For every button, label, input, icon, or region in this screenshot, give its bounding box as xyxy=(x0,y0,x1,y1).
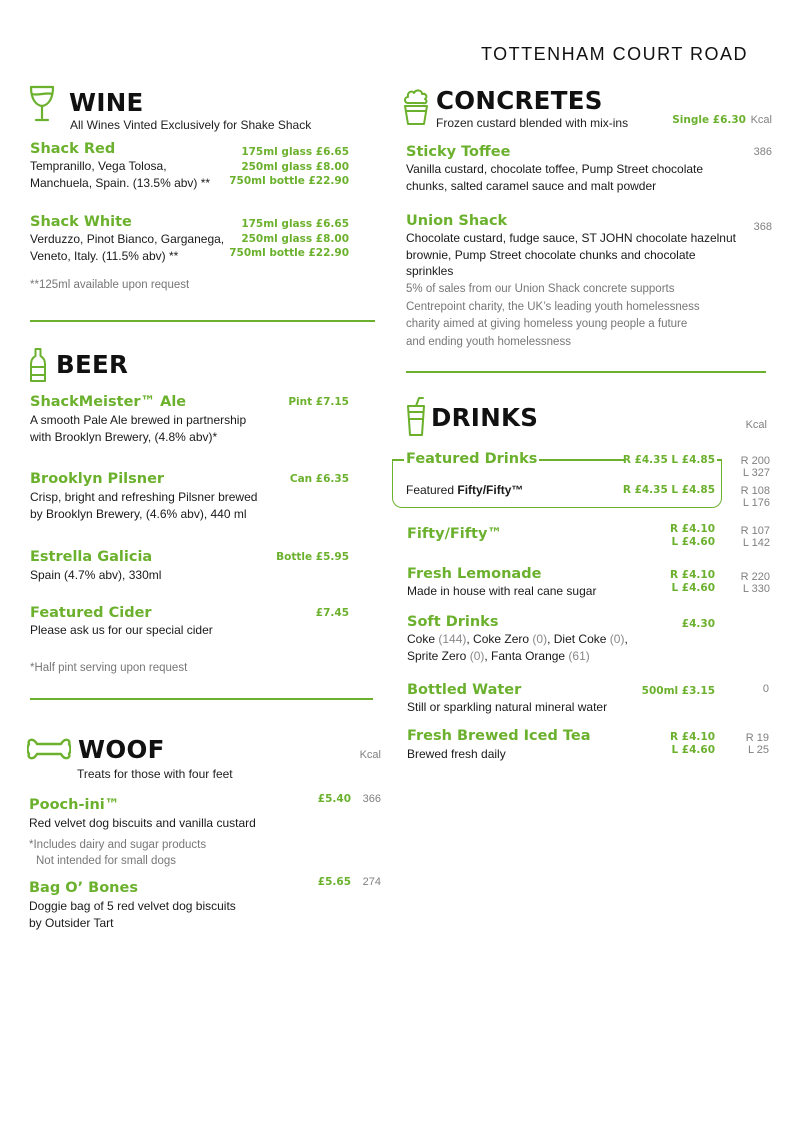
wine-title: WINE xyxy=(69,88,144,117)
soft-drinks-list: Coke (144), Coke Zero (0), Diet Coke (0), Sprite Zero (0), Fanta Orange (61) xyxy=(407,632,628,663)
beer-item-name: Featured Cider xyxy=(30,605,152,621)
beer-item-name: Brooklyn Pilsner xyxy=(30,471,165,487)
beer-note: *Half pint serving upon request xyxy=(30,662,188,674)
featured-fifty-fifty-price: R £4.35 L £4.85 xyxy=(622,484,715,496)
beer-item-name: ShackMeister™ Ale xyxy=(30,394,187,410)
drink-item-desc: Brewed fresh daily xyxy=(407,747,506,761)
drink-item-prices: R £4.10 L £4.60 xyxy=(670,569,715,594)
woof-item-kcal: 274 xyxy=(362,876,381,888)
featured-drinks-price: R £4.35 L £4.85 xyxy=(622,454,715,466)
beer-title: BEER xyxy=(56,350,129,379)
featured-fifty-fifty: Featured Fifty/Fifty™ xyxy=(406,483,524,497)
drink-item-kcal: R 19 L 25 xyxy=(745,732,769,756)
woof-title: WOOF xyxy=(78,735,165,764)
beer-item-price: Pint £7.15 xyxy=(288,396,349,408)
featured-fifty-fifty-kcal: R 108 L 176 xyxy=(740,485,770,509)
woof-kcal-header: Kcal xyxy=(359,749,381,761)
drink-item-name: Soft Drinks xyxy=(407,614,499,630)
charity-note: 5% of sales from our Union Shack concrete supports Centrepoint charity, the UK’s leading youth homelessness charity aimed at giving homeless young people a future and ending youth homelessness xyxy=(406,283,700,348)
wine-glass-icon xyxy=(28,84,56,124)
drink-item-desc: Made in house with real cane sugar xyxy=(407,584,597,598)
drink-item-name: Fifty/Fifty™ xyxy=(407,526,502,542)
drink-item-prices: R £4.10 L £4.60 xyxy=(670,523,715,548)
drink-item-kcal: 0 xyxy=(762,683,769,695)
concrete-item-desc: Vanilla custard, chocolate toffee, Pump Street chocolate chunks, salted caramel sauce and malt powder xyxy=(406,162,704,193)
wine-note: **125ml available upon request xyxy=(30,279,190,291)
woof-item-desc: Red velvet dog biscuits and vanilla custard xyxy=(29,816,256,830)
woof-item-desc: Doggie bag of 5 red velvet dog biscuits by Outsider Tart xyxy=(29,899,236,930)
woof-item-kcal: 366 xyxy=(362,793,381,805)
beer-bottle-icon xyxy=(30,347,46,383)
beer-item-price: Can £6.35 xyxy=(289,473,349,485)
featured-drinks-kcal: R 200 L 327 xyxy=(740,455,770,479)
drink-item-name: Fresh Brewed Iced Tea xyxy=(407,728,591,744)
divider xyxy=(30,320,375,322)
beer-item-price: Bottle £5.95 xyxy=(276,551,349,563)
concrete-item-name: Union Shack xyxy=(406,213,508,229)
divider xyxy=(30,698,373,700)
featured-box-top-line xyxy=(392,459,404,461)
wine-item-prices: 175ml glass £6.65 250ml glass £8.00 750ml bottle £22.90 xyxy=(229,218,349,259)
beer-item-desc: A smooth Pale Ale brewed in partnership with Brooklyn Brewery, (4.8% abv)* xyxy=(30,413,247,444)
woof-item-name: Pooch-ini™ xyxy=(29,797,120,813)
woof-note: *Includes dairy and sugar products Not intended for small dogs xyxy=(29,839,207,867)
concretes-price-header: Single £6.30 xyxy=(672,114,746,126)
beer-item-price: £7.45 xyxy=(315,607,349,619)
location-title: TOTTENHAM COURT ROAD xyxy=(480,44,748,64)
featured-box-top-line xyxy=(539,459,625,461)
woof-item-name: Bag O’ Bones xyxy=(29,880,138,896)
wine-item-prices: 175ml glass £6.65 250ml glass £8.00 750ml bottle £22.90 xyxy=(229,146,349,187)
drink-cup-icon xyxy=(406,397,426,437)
drink-item-kcal: R 220 L 330 xyxy=(740,571,770,595)
drink-item-price: £4.30 xyxy=(681,618,715,630)
drinks-kcal-header: Kcal xyxy=(745,419,767,431)
wine-item-name: Shack Red xyxy=(30,141,116,157)
concretes-subtitle: Frozen custard blended with mix-ins xyxy=(436,116,629,130)
concrete-cup-icon xyxy=(403,88,429,126)
dog-bone-icon xyxy=(27,736,71,762)
wine-subtitle: All Wines Vinted Exclusively for Shake Shack xyxy=(70,118,312,132)
drink-item-price: 500ml £3.15 xyxy=(641,685,715,697)
woof-item-price: £5.40 xyxy=(317,793,351,805)
beer-item-desc: Please ask us for our special cider xyxy=(30,623,213,637)
concrete-item-kcal: 368 xyxy=(753,221,772,233)
drinks-title: DRINKS xyxy=(431,403,539,432)
drink-item-name: Bottled Water xyxy=(407,682,522,698)
concrete-item-desc: Chocolate custard, fudge sauce, ST JOHN chocolate hazelnut brownie, Pump Street chocolate chunks and chocolate sprinkles xyxy=(406,231,736,278)
drink-item-kcal: R 107 L 142 xyxy=(740,525,770,549)
wine-item-desc: Verduzzo, Pinot Bianco, Garganega, Veneto, Italy. (11.5% abv) ** xyxy=(30,232,225,263)
drink-item-desc: Still or sparkling natural mineral water xyxy=(407,700,608,714)
divider xyxy=(406,371,766,373)
wine-item-name: Shack White xyxy=(30,214,132,230)
beer-item-name: Estrella Galicia xyxy=(30,549,153,565)
concrete-item-kcal: 386 xyxy=(753,146,772,158)
beer-item-desc: Crisp, bright and refreshing Pilsner brewed by Brooklyn Brewery, (4.6% abv), 440 ml xyxy=(30,490,258,521)
featured-drinks-name: Featured Drinks xyxy=(406,451,538,467)
concretes-kcal-header: Kcal xyxy=(750,114,772,126)
drink-item-prices: R £4.10 L £4.60 xyxy=(670,731,715,756)
woof-subtitle: Treats for those with four feet xyxy=(77,767,233,781)
beer-item-desc: Spain (4.7% abv), 330ml xyxy=(30,568,162,582)
concretes-title: CONCRETES xyxy=(436,86,603,115)
wine-item-desc: Tempranillo, Vega Tolosa, Manchuela, Spain. (13.5% abv) ** xyxy=(30,159,211,190)
concrete-item-name: Sticky Toffee xyxy=(406,144,511,160)
featured-box-top-line xyxy=(717,459,722,461)
woof-item-price: £5.65 xyxy=(317,876,351,888)
drink-item-name: Fresh Lemonade xyxy=(407,566,542,582)
